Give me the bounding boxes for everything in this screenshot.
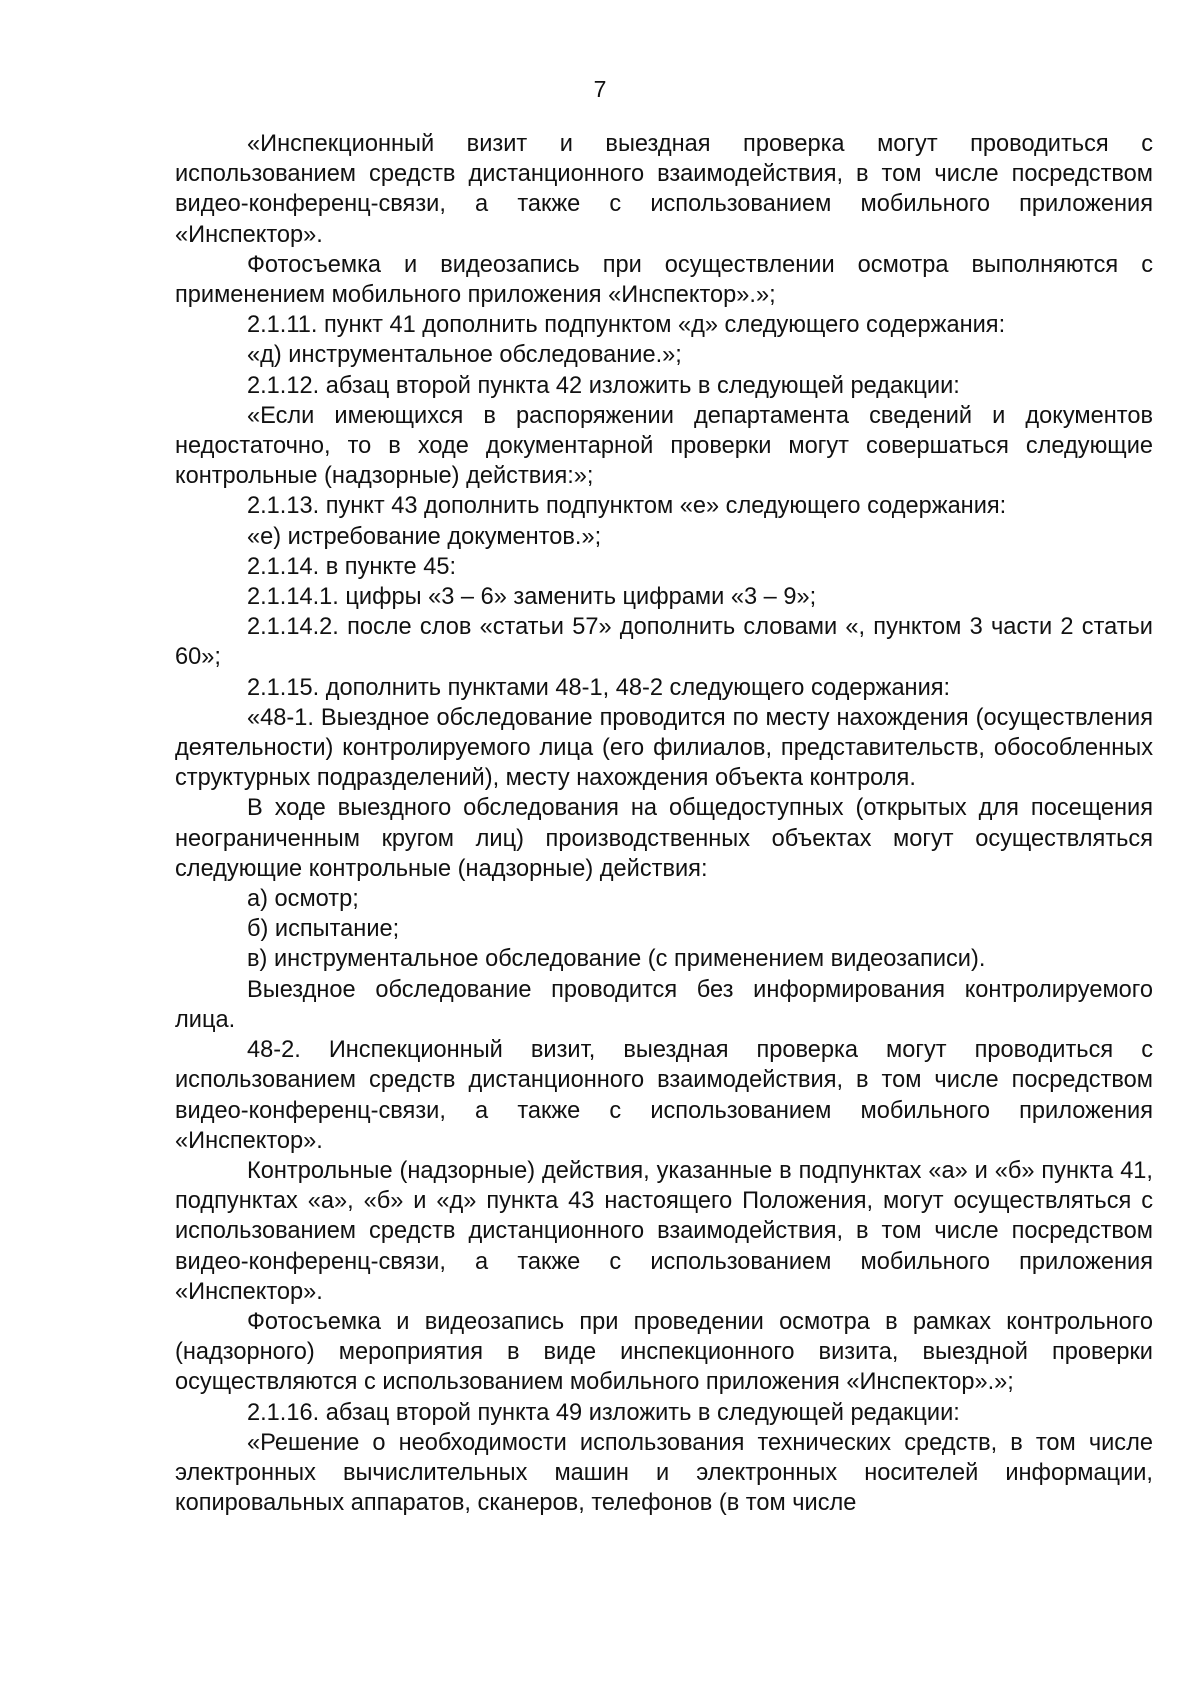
paragraph: 2.1.11. пункт 41 дополнить подпунктом «д» следующего содержания: (247, 312, 1006, 339)
paragraph: «д) инструментальное обследование.»; (247, 342, 682, 369)
paragraph: 2.1.12. абзац второй пункта 42 изложить в следующей редакции: (247, 372, 960, 399)
paragraph: «Решение о необходимости использования технических средств, в том числе электронных вычислительных машин и электронных носителей информации, копировальных аппаратов, сканеров, телефонов (в том числе (175, 1429, 1153, 1517)
paragraph: В ходе выездного обследования на общедоступных (открытых для посещения неограниченным кругом лиц) производственных объектах могут осуществляться следующие контрольные (надзорные) действия: (175, 795, 1153, 882)
paragraph: Выездное обследование проводится без информирования контролируемого лица. (175, 976, 1153, 1033)
paragraph: 2.1.13. пункт 43 дополнить подпунктом «е» следующего содержания: (247, 493, 1007, 520)
paragraph: б) испытание; (247, 916, 400, 943)
paragraph: 2.1.15. дополнить пунктами 48-1, 48-2 следующего содержания: (247, 674, 951, 701)
paragraph: 48-2. Инспекционный визит, выездная проверка могут проводиться с использованием средств дистанционного взаимодействия, в том числе посредством видео-конференц-связи, а также с использованием мобильного приложения «Инспектор». (175, 1037, 1153, 1154)
paragraph: «Инспекционный визит и выездная проверка могут проводиться с использованием средств дистанционного взаимодействия, в том числе посредством видео-конференц-связи, а также с использованием мобильного приложения «Инспектор». (175, 131, 1153, 248)
paragraph: Контрольные (надзорные) действия, указанные в подпунктах «а» и «б» пункта 41, подпунктах «а», «б» и «д» пункта 43 настоящего Положения, могут осуществляться с использованием средств дистанционного взаимодействия, в том числе посредством видео-конференц-связи, а также с использованием мобильного приложения «Инспектор». (175, 1157, 1153, 1305)
paragraph: «48-1. Выездное обследование проводится по месту нахождения (осуществления деятельности) контролируемого лица (его филиалов, представительств, обособленных структурных подразделений), месту нахождения объекта контроля. (175, 704, 1153, 792)
paragraph: а) осмотр; (247, 886, 359, 913)
paragraph: в) инструментальное обследование (с применением видеозаписи). (247, 946, 986, 973)
page-number: 7 (593, 76, 607, 102)
paragraph: Фотосъемка и видеозапись при проведении осмотра в рамках контрольного (надзорного) мероприятия в виде инспекционного визита, выездной проверки осуществляются с использованием мобильного приложения «Инспектор».»; (175, 1308, 1153, 1396)
paragraph: 2.1.14.2. после слов «статьи 57» дополнить словами «, пунктом 3 части 2 статьи 60»; (175, 614, 1153, 671)
paragraph: «Если имеющихся в распоряжении департамента сведений и документов недостаточно, то в ходе документарной проверки могут совершаться следующие контрольные (надзорные) действия:»; (175, 402, 1153, 490)
paragraph: «е) истребование документов.»; (247, 523, 602, 550)
paragraph: 2.1.14. в пункте 45: (247, 553, 457, 580)
paragraph: Фотосъемка и видеозапись при осуществлении осмотра выполняются с применением мобильного приложения «Инспектор».»; (175, 251, 1153, 309)
paragraph: 2.1.14.1. цифры «3 – 6» заменить цифрами «3 – 9»; (247, 584, 817, 611)
paragraph: 2.1.16. абзац второй пункта 49 изложить в следующей редакции: (247, 1399, 960, 1426)
document-body (175, 129, 1153, 1518)
